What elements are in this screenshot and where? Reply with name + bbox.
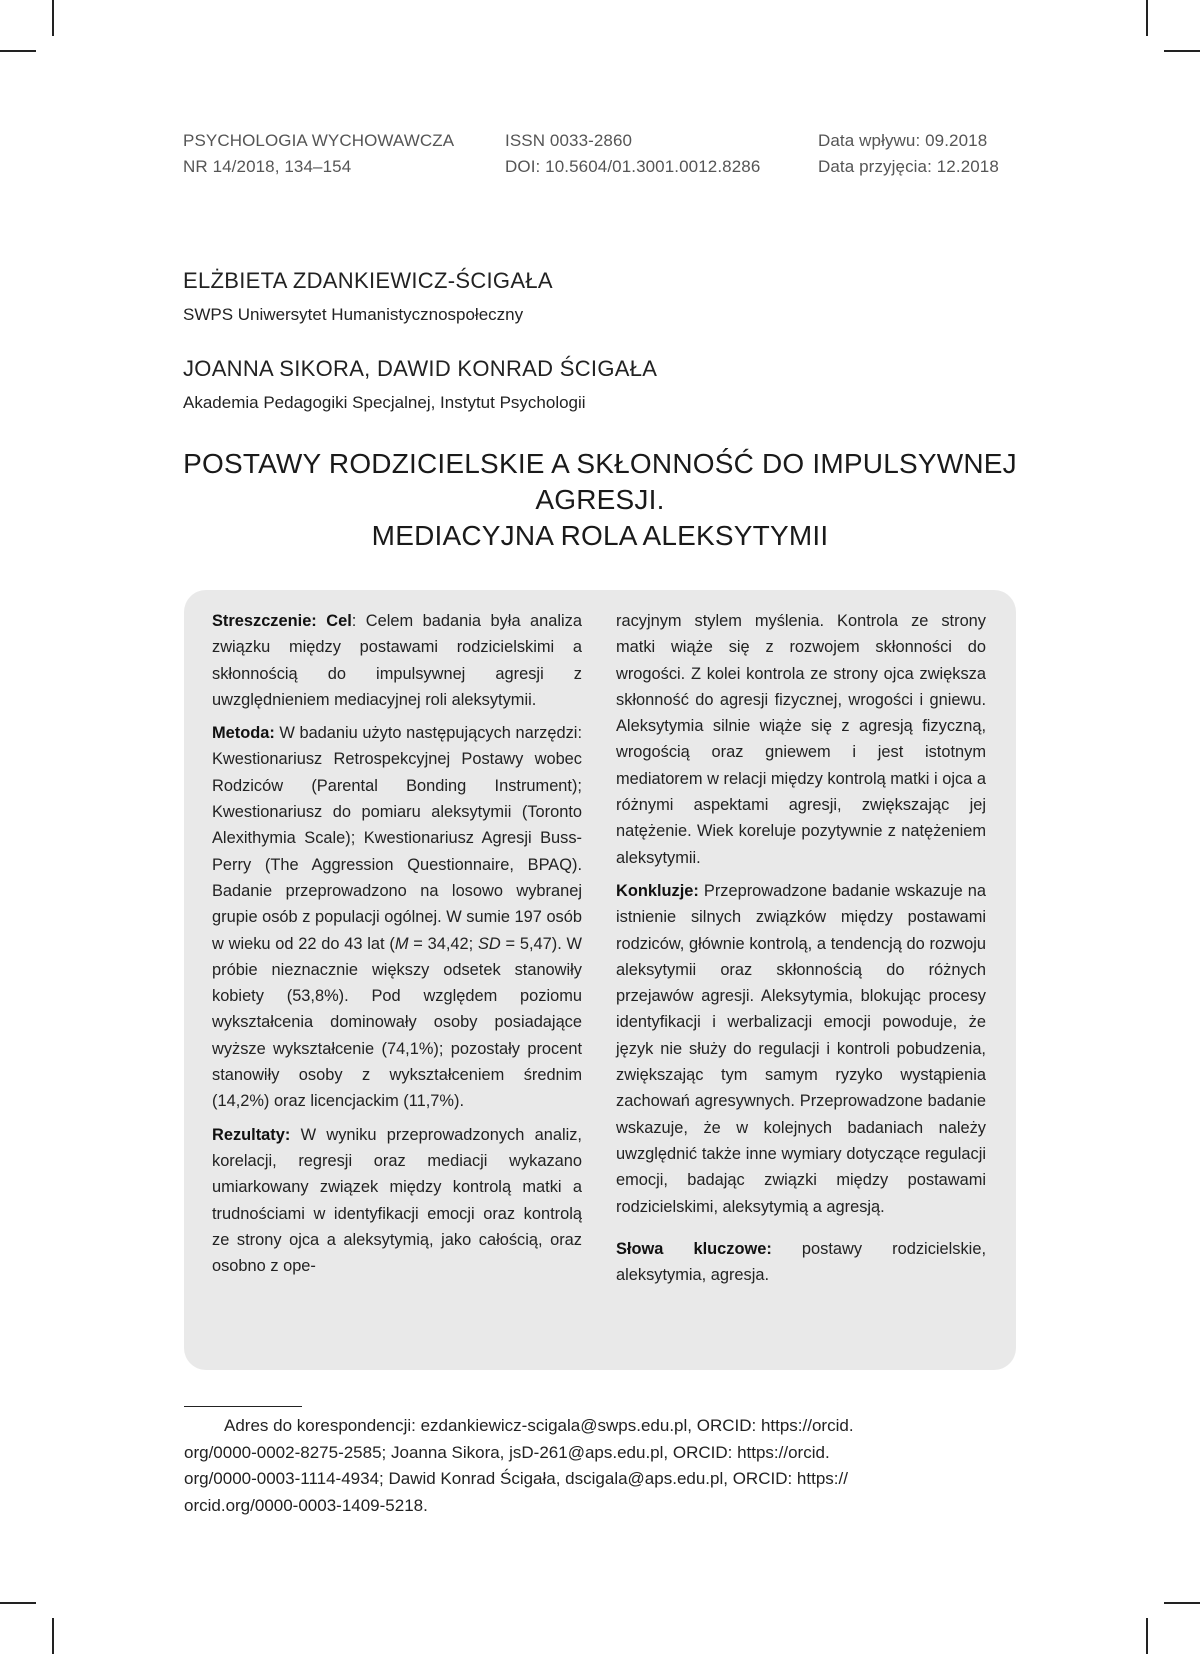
keywords-label: Słowa kluczowe:: [616, 1239, 772, 1258]
footnote-line: orcid.org/0000-0003-1409-5218.: [184, 1495, 428, 1515]
author-affiliation: Akademia Pedagogiki Specjalnej, Instytut Psychologii: [183, 393, 586, 412]
conclusions-label: Konkluzje:: [616, 881, 699, 900]
title-line: POSTAWY RODZICIELSKIE A SKŁONNOŚĆ DO IMPULSYWNEJ: [183, 448, 1017, 479]
footnote-line: org/0000-0003-1114-4934; Dawid Konrad Ścigała, dscigala@aps.edu.pl, ORCID: https://: [184, 1469, 848, 1488]
footnote-rule: [184, 1406, 302, 1407]
aim-label: Streszczenie: Cel: [212, 612, 352, 630]
accepted-date: Data przyjęcia: 12.2018: [818, 157, 999, 176]
abstract-results: Rezultaty: W wyniku przeprowadzonych analiz, korelacji, regresji oraz mediacji wykazano umiarkowany związek między kontrolą matki a trudnościami w identyfikacji emocji oraz kontrolą ze strony ojca a aleksytymią, jako całością, oraz osobno z ope-: [212, 1125, 582, 1276]
crop-mark-bottom-left: [52, 1618, 54, 1654]
abstract-column-right: [616, 608, 986, 1295]
crop-mark-bottom-left: [0, 1602, 36, 1604]
abstract-method: Metoda: W badaniu użyto następujących narzędzi: Kwestionariusz Retrospekcyjnej Postawy wobec Rodziców (Parental Bonding Instrument); Kwestionariusz do pomiaru aleksytymii (Toronto Alexithymia Scale); Kwestionariusz Agresji Buss-Perry (The Aggression Questionnaire, BPAQ). Badanie przeprowadzono na losowo wybranej grupie osób z populacji ogólnej. W sumie 197 osób w wieku od 22 do 43 lat (M = 34,42; SD = 5,47). W próbie nieznacznie większy odsetek stanowiły kobiety (53,8%). Pod względem poziomu wykształcenia dominowały osoby posiadające wyższe wykształcenie (74,1%); pozostały procent stanowiły osoby z wykształceniem średnim (14,2%) oraz licencjackim (11,7%).: [212, 724, 582, 1111]
dates: [818, 128, 999, 180]
crop-mark-top-right: [1164, 50, 1200, 52]
received-date: Data wpływu: 09.2018: [818, 131, 988, 150]
footnote: [184, 1413, 996, 1519]
article-title: [150, 446, 1050, 554]
journal-info: [183, 128, 454, 180]
footnote-line: org/0000-0002-8275-2585; Joanna Sikora, jsD-261@aps.edu.pl, ORCID: https://orcid.: [184, 1442, 830, 1462]
abstract-results-continued: racyjnym stylem myślenia. Kontrola ze strony matki wiąże się z rozwojem skłonności do wrogości. Z kolei kontrola ze strony ojca zwiększa skłonność do agresji fizycznej, wrogości i gniewu. Aleksytymia silnie wiąże się z agresją fizyczną, wrogością oraz gniewem i jest istotnym mediatorem w relacji między kontrolą matki i ojca a różnymi aspektami agresji, zwiększając jej natężenie. Wiek koreluje pozytywnie z natężeniem aleksytymii.: [616, 612, 986, 867]
abstract-column-left: [212, 608, 582, 1286]
abstract-keywords: Słowa kluczowe: postawy rodzicielskie, aleksytymia, agresja.: [616, 1239, 986, 1285]
author-names: JOANNA SIKORA, DAWID KONRAD ŚCIGAŁA: [183, 356, 658, 381]
doi: DOI: 10.5604/01.3001.0012.8286: [505, 157, 761, 176]
method-label: Metoda:: [212, 724, 275, 743]
crop-mark-top-right: [1146, 0, 1148, 36]
footnote-line: Adres do korespondencji: ezdankiewicz-scigala@swps.edu.pl, ORCID: https://orcid.: [224, 1416, 854, 1435]
crop-mark-top-left: [0, 50, 36, 52]
abstract-box: [184, 590, 1016, 1370]
issn: ISSN 0033-2860: [505, 131, 633, 150]
journal-name: PSYCHOLOGIA WYCHOWAWCZA: [183, 131, 455, 150]
title-line: MEDIACYJNA ROLA ALEKSYTYMII: [371, 520, 829, 551]
identifiers: [505, 128, 760, 180]
author-names: ELŻBIETA ZDANKIEWICZ-ŚCIGAŁA: [183, 268, 553, 293]
crop-mark-top-left: [52, 0, 54, 36]
results-label: Rezultaty:: [212, 1125, 291, 1144]
author-affiliation: SWPS Uniwersytet Humanistycznospołeczny: [183, 305, 524, 324]
abstract-aim: Streszczenie: Cel: Celem badania była analiza związku między postawami rodzicielskimi a skłonnością do impulsywnej agresji z uwzględnieniem mediacyjnej roli aleksytymii.: [212, 612, 582, 709]
journal-issue: NR 14/2018, 134–154: [183, 157, 352, 176]
crop-mark-bottom-right: [1164, 1602, 1200, 1604]
title-line: AGRESJI.: [535, 484, 665, 515]
crop-mark-bottom-right: [1146, 1618, 1148, 1654]
abstract-conclusions: Konkluzje: Przeprowadzone badanie wskazuje na istnienie silnych związków między postawami rodziców, głównie kontrolą, a tendencją do rozwoju aleksytymii oraz skłonnością do różnych przejawów agresji. Aleksytymia, blokując procesy identyfikacji i werbalizacji emocji powoduje, że język nie służy do regulacji i kontroli pobudzenia, zwiększając tym samym ryzyko wystąpienia zachowań agresywnych. Przeprowadzone badanie wskazuje, że w kolejnych badaniach należy uwzględnić także inne wymiary dotyczące regulacji emocji, badając związki między postawami rodzicielskimi, aleksytymią a agresją.: [616, 881, 986, 1216]
